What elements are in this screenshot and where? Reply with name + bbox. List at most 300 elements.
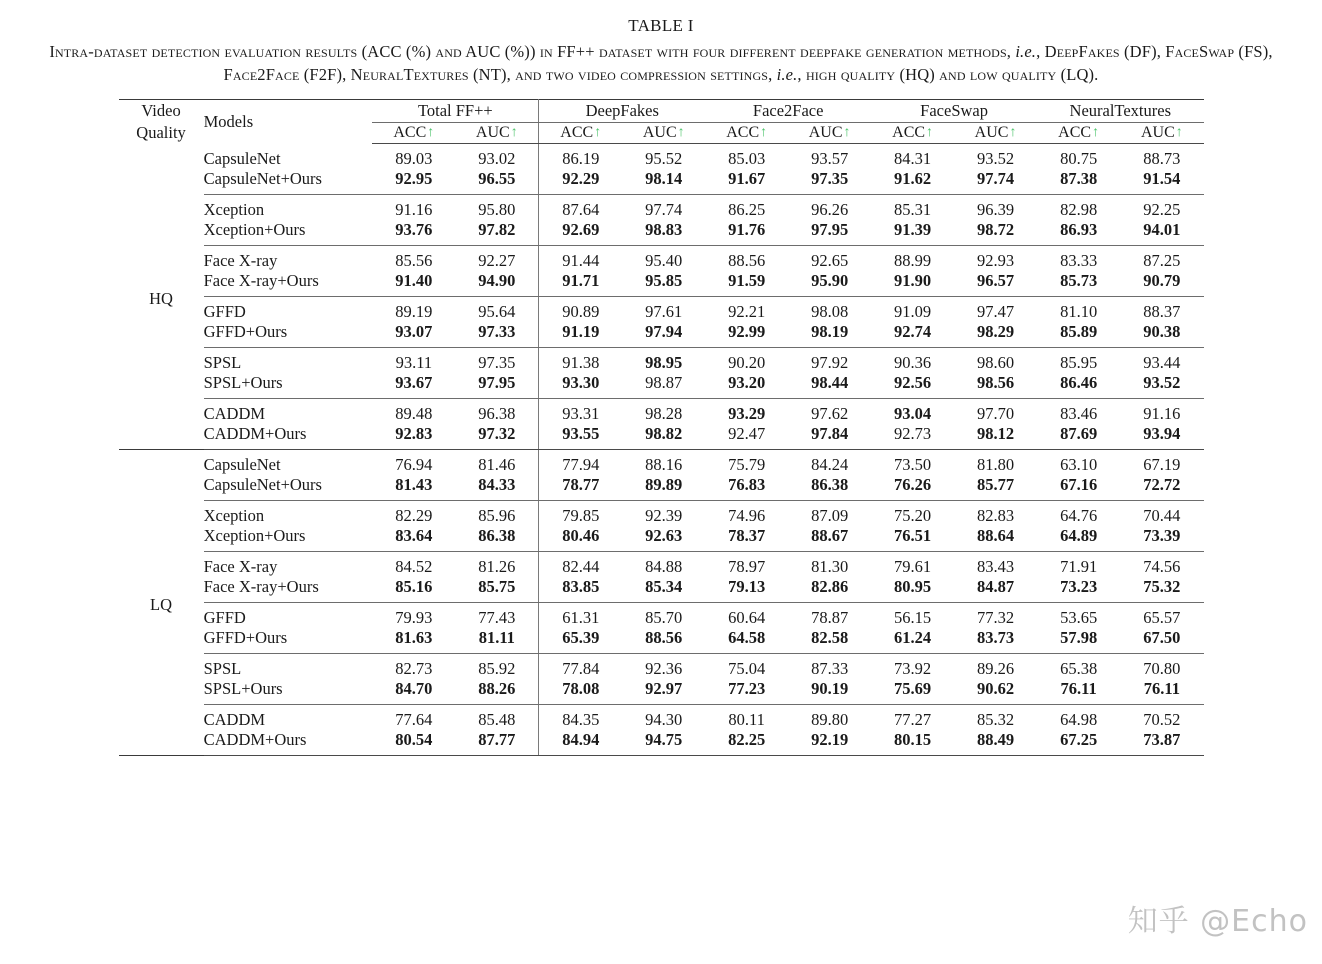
table-row	[119, 271, 1204, 297]
model-name: Xception	[203, 199, 265, 219]
header-metric-f2f-acc	[705, 122, 788, 143]
header-metric-df-acc	[539, 122, 622, 143]
metric-value: 84.33	[455, 475, 538, 501]
header-group-face2face: Face2Face	[705, 99, 871, 122]
metric-value: 86.46	[1037, 373, 1120, 399]
metric-value: 86.25	[728, 199, 766, 219]
header-video-quality-line1: Video	[141, 100, 181, 120]
table-row	[119, 398, 1204, 424]
watermark: 知乎 @Echo	[1127, 904, 1308, 939]
metric-value: 82.83	[977, 505, 1015, 525]
metric-value: 90.19	[788, 679, 871, 705]
metric-value: 95.90	[788, 271, 871, 297]
model-name: CapsuleNet+Ours	[204, 169, 373, 195]
metric-label: ACC	[393, 123, 427, 141]
metric-value: 73.23	[1037, 577, 1120, 603]
metric-value: 84.31	[894, 148, 932, 168]
metric-value: 82.25	[705, 730, 788, 756]
metric-value: 90.36	[894, 352, 932, 372]
metric-value: 98.87	[622, 373, 705, 399]
metric-value: 95.80	[455, 194, 538, 220]
metric-value: 83.64	[372, 526, 455, 552]
up-arrow-icon: ↑	[926, 124, 934, 140]
header-metric-fs-acc	[871, 122, 954, 143]
header-metric-fs-auc	[954, 122, 1037, 143]
metric-value: 91.90	[871, 271, 954, 297]
metric-value: 92.83	[372, 424, 455, 450]
model-name: GFFD	[203, 301, 246, 321]
metric-value: 88.99	[894, 250, 932, 270]
header-metric-total-acc	[372, 122, 455, 143]
model-name: Xception+Ours	[204, 220, 373, 246]
metric-value: 87.77	[455, 730, 538, 756]
metric-value: 76.11	[1037, 679, 1120, 705]
metric-value: 79.61	[894, 556, 932, 576]
metric-value: 73.87	[1120, 730, 1203, 756]
metric-value: 93.11	[395, 352, 433, 372]
metric-value: 80.15	[871, 730, 954, 756]
metric-value: 76.94	[395, 454, 433, 474]
table-row	[119, 628, 1204, 654]
metric-label: ACC	[1058, 123, 1092, 141]
metric-value: 91.16	[395, 199, 433, 219]
model-name: CADDM	[203, 403, 266, 423]
metric-value: 84.24	[811, 454, 849, 474]
table-row	[119, 143, 1204, 169]
header-metric-f2f-auc	[788, 122, 871, 143]
metric-value: 78.08	[539, 679, 622, 705]
metric-value: 85.75	[455, 577, 538, 603]
metric-value: 81.46	[455, 449, 538, 475]
metric-value: 98.83	[622, 220, 705, 246]
metric-value: 96.39	[977, 199, 1015, 219]
metric-value: 97.62	[811, 403, 849, 423]
metric-value: 83.43	[977, 556, 1015, 576]
metric-value: 75.32	[1120, 577, 1203, 603]
metric-value: 89.26	[977, 658, 1015, 678]
model-name: CapsuleNet+Ours	[204, 475, 373, 501]
caption-line-1: Intra-dataset detection evaluation results (ACC (%) and AUC (%)) in FF++ dataset with four different deepfake generation	[49, 42, 944, 61]
metric-value: 98.95	[645, 352, 683, 372]
table-row	[119, 526, 1204, 552]
metric-value: 93.04	[894, 403, 932, 423]
metric-value: 91.76	[705, 220, 788, 246]
metric-value: 67.19	[1143, 454, 1181, 474]
metric-value: 72.72	[1120, 475, 1203, 501]
up-arrow-icon: ↑	[594, 124, 602, 140]
table-row	[119, 500, 1204, 526]
table-row	[119, 704, 1204, 730]
metric-value: 83.33	[1060, 250, 1098, 270]
model-name: GFFD+Ours	[204, 628, 373, 654]
metric-value: 75.20	[894, 505, 932, 525]
metric-value: 70.44	[1143, 505, 1181, 525]
metric-value: 97.94	[622, 322, 705, 348]
metric-value: 97.70	[977, 403, 1015, 423]
metric-value: 97.33	[455, 322, 538, 348]
metric-value: 60.64	[728, 607, 766, 627]
metric-value: 64.89	[1037, 526, 1120, 552]
metric-value: 93.52	[977, 148, 1015, 168]
metric-value: 82.44	[562, 556, 600, 576]
metric-value: 84.52	[395, 556, 433, 576]
metric-value: 92.39	[645, 505, 683, 525]
metric-value: 98.44	[788, 373, 871, 399]
metric-value: 79.85	[562, 505, 600, 525]
metric-value: 65.38	[1060, 658, 1098, 678]
metric-label: AUC	[475, 123, 510, 141]
metric-value: 57.98	[1037, 628, 1120, 654]
metric-value: 81.63	[372, 628, 455, 654]
metric-value: 98.19	[788, 322, 871, 348]
metric-value: 71.91	[1060, 556, 1098, 576]
caption-line-3: quality (HQ) and low quality (LQ).	[840, 65, 1099, 85]
metric-value: 92.69	[539, 220, 622, 246]
table-row	[119, 220, 1204, 246]
metric-value: 85.32	[977, 709, 1015, 729]
metric-value: 97.35	[788, 169, 871, 195]
metric-value: 92.95	[372, 169, 455, 195]
metric-value: 67.50	[1120, 628, 1203, 654]
metric-value: 98.56	[954, 373, 1037, 399]
metric-label: AUC	[808, 123, 843, 141]
metric-value: 77.32	[977, 607, 1015, 627]
table-row	[119, 245, 1204, 271]
metric-value: 96.38	[455, 398, 538, 424]
metric-value: 82.58	[788, 628, 871, 654]
metric-value: 73.92	[894, 658, 932, 678]
metric-value: 97.95	[788, 220, 871, 246]
metric-value: 81.11	[455, 628, 538, 654]
metric-value: 87.64	[562, 199, 600, 219]
metric-value: 64.58	[705, 628, 788, 654]
metric-value: 88.16	[645, 454, 683, 474]
metric-value: 87.69	[1037, 424, 1120, 450]
up-arrow-icon: ↑	[427, 124, 435, 140]
table-row	[119, 194, 1204, 220]
metric-value: 61.24	[871, 628, 954, 654]
table-row	[119, 169, 1204, 195]
metric-value: 80.11	[728, 709, 765, 729]
model-name: Xception	[203, 505, 265, 525]
metric-value: 91.09	[894, 301, 932, 321]
metric-value: 85.03	[728, 148, 766, 168]
table-row	[119, 653, 1204, 679]
metric-value: 93.30	[539, 373, 622, 399]
metric-value: 85.48	[455, 704, 538, 730]
metric-value: 81.43	[372, 475, 455, 501]
header-video-quality	[119, 99, 204, 143]
header-group-neuraltextures: NeuralTextures	[1037, 99, 1203, 122]
metric-value: 98.72	[954, 220, 1037, 246]
metric-value: 73.50	[894, 454, 932, 474]
metric-value: 90.38	[1120, 322, 1203, 348]
metric-value: 81.30	[811, 556, 849, 576]
metric-value: 93.29	[728, 403, 766, 423]
metric-value: 97.47	[977, 301, 1015, 321]
up-arrow-icon: ↑	[1092, 124, 1100, 140]
metric-value: 93.31	[562, 403, 600, 423]
metric-value: 84.70	[372, 679, 455, 705]
metric-value: 77.23	[705, 679, 788, 705]
metric-value: 97.74	[645, 199, 683, 219]
metric-value: 75.79	[728, 454, 766, 474]
metric-value: 88.26	[455, 679, 538, 705]
metric-value: 83.85	[539, 577, 622, 603]
metric-value: 92.47	[705, 424, 788, 450]
metric-value: 83.46	[1060, 403, 1098, 423]
header-models: Models	[204, 99, 373, 143]
metric-value: 85.56	[395, 250, 433, 270]
header-group-total-ffpp: Total FF++	[372, 99, 538, 122]
model-name: Face X-ray+Ours	[204, 577, 373, 603]
metric-value: 77.43	[455, 602, 538, 628]
model-name: Face X-ray	[203, 556, 278, 576]
model-name: SPSL	[203, 658, 242, 678]
table-row	[119, 449, 1204, 475]
up-arrow-icon: ↑	[677, 124, 685, 140]
metric-value: 91.16	[1143, 403, 1181, 423]
metric-value: 76.51	[871, 526, 954, 552]
metric-value: 67.16	[1037, 475, 1120, 501]
metric-value: 94.01	[1120, 220, 1203, 246]
metric-value: 94.90	[455, 271, 538, 297]
metric-value: 81.10	[1060, 301, 1098, 321]
metric-value: 91.39	[871, 220, 954, 246]
caption-line-2a: methods,	[947, 42, 1016, 61]
metric-value: 90.79	[1120, 271, 1203, 297]
table-row	[119, 296, 1204, 322]
metric-value: 92.74	[871, 322, 954, 348]
metric-value: 82.86	[788, 577, 871, 603]
metric-label: ACC	[726, 123, 760, 141]
metric-value: 88.49	[954, 730, 1037, 756]
metric-value: 56.15	[894, 607, 932, 627]
header-metric-total-auc	[455, 122, 538, 143]
metric-label: AUC	[974, 123, 1009, 141]
metric-value: 95.40	[645, 250, 683, 270]
metric-value: 91.19	[539, 322, 622, 348]
metric-value: 74.96	[728, 505, 766, 525]
metric-value: 90.20	[728, 352, 766, 372]
metric-value: 76.83	[705, 475, 788, 501]
metric-value: 85.34	[622, 577, 705, 603]
metric-value: 82.98	[1060, 199, 1098, 219]
metric-value: 92.21	[728, 301, 766, 321]
metric-value: 85.92	[455, 653, 538, 679]
metric-value: 97.61	[645, 301, 683, 321]
metric-value: 82.73	[395, 658, 433, 678]
video-quality-hq: HQ	[119, 143, 204, 449]
metric-value: 95.85	[622, 271, 705, 297]
metric-value: 93.52	[1120, 373, 1203, 399]
metric-value: 96.26	[811, 199, 849, 219]
metric-value: 92.25	[1143, 199, 1181, 219]
metric-value: 90.62	[954, 679, 1037, 705]
metric-value: 90.89	[562, 301, 600, 321]
metric-value: 97.74	[954, 169, 1037, 195]
metric-value: 93.67	[372, 373, 455, 399]
metric-value: 80.54	[372, 730, 455, 756]
results-table	[119, 99, 1204, 756]
metric-value: 86.38	[455, 526, 538, 552]
metric-value: 89.19	[395, 301, 433, 321]
metric-value: 88.56	[622, 628, 705, 654]
metric-value: 86.38	[788, 475, 871, 501]
caption-line-2c: , high	[797, 65, 837, 85]
metric-value: 93.76	[372, 220, 455, 246]
metric-value: 87.09	[811, 505, 849, 525]
metric-value: 85.77	[954, 475, 1037, 501]
metric-value: 98.14	[622, 169, 705, 195]
metric-value: 94.30	[645, 709, 683, 729]
metric-value: 98.82	[622, 424, 705, 450]
table-row	[119, 730, 1204, 756]
metric-value: 79.13	[705, 577, 788, 603]
metric-value: 95.52	[645, 148, 683, 168]
metric-value: 96.57	[954, 271, 1037, 297]
metric-value: 76.11	[1120, 679, 1203, 705]
model-name: CapsuleNet	[203, 454, 281, 474]
metric-value: 76.26	[871, 475, 954, 501]
model-name: SPSL+Ours	[204, 679, 373, 705]
header-group-row	[119, 99, 1204, 122]
metric-value: 78.77	[539, 475, 622, 501]
metric-value: 93.20	[705, 373, 788, 399]
metric-value: 87.38	[1037, 169, 1120, 195]
metric-value: 92.97	[622, 679, 705, 705]
metric-value: 94.75	[622, 730, 705, 756]
metric-value: 92.19	[788, 730, 871, 756]
metric-value: 87.33	[811, 658, 849, 678]
metric-value: 65.39	[539, 628, 622, 654]
table-header	[119, 99, 1204, 143]
metric-value: 98.28	[645, 403, 683, 423]
table-number: TABLE I	[628, 16, 694, 35]
model-name: SPSL+Ours	[204, 373, 373, 399]
metric-value: 92.27	[455, 245, 538, 271]
metric-value: 85.31	[894, 199, 932, 219]
metric-value: 92.63	[622, 526, 705, 552]
metric-value: 88.56	[728, 250, 766, 270]
metric-value: 85.16	[372, 577, 455, 603]
header-video-quality-line2: Quality	[136, 122, 186, 142]
metric-value: 77.64	[395, 709, 433, 729]
metric-value: 53.65	[1060, 607, 1098, 627]
metric-value: 92.29	[539, 169, 622, 195]
metric-value: 88.64	[954, 526, 1037, 552]
metric-value: 85.96	[455, 500, 538, 526]
metric-value: 61.31	[562, 607, 600, 627]
metric-value: 85.70	[645, 607, 683, 627]
metric-value: 77.27	[894, 709, 932, 729]
metric-value: 97.92	[811, 352, 849, 372]
metric-label: AUC	[642, 123, 677, 141]
model-name: CADDM+Ours	[204, 424, 373, 450]
up-arrow-icon: ↑	[1009, 124, 1017, 140]
metric-label: AUC	[1140, 123, 1175, 141]
header-group-faceswap: FaceSwap	[871, 99, 1037, 122]
model-name: GFFD	[203, 607, 246, 627]
metric-value: 93.55	[539, 424, 622, 450]
metric-value: 93.94	[1120, 424, 1203, 450]
metric-value: 80.75	[1060, 148, 1098, 168]
metric-value: 81.80	[977, 454, 1015, 474]
metric-value: 64.76	[1060, 505, 1098, 525]
metric-value: 70.52	[1143, 709, 1181, 729]
metric-value: 92.73	[871, 424, 954, 450]
metric-value: 93.57	[811, 148, 849, 168]
metric-value: 93.44	[1143, 352, 1181, 372]
metric-value: 96.55	[455, 169, 538, 195]
header-metric-df-auc	[622, 122, 705, 143]
metric-value: 97.82	[455, 220, 538, 246]
caption-line-2b: , DeepFakes (DF), FaceSwap (FS), Face2Face (F2F), NeuralTextures (NT), and two video compression settings,	[223, 42, 1273, 85]
metric-value: 65.57	[1143, 607, 1181, 627]
metric-value: 67.25	[1037, 730, 1120, 756]
metric-value: 88.67	[788, 526, 871, 552]
metric-value: 85.89	[1037, 322, 1120, 348]
metric-value: 63.10	[1060, 454, 1098, 474]
metric-value: 89.89	[622, 475, 705, 501]
model-name: Face X-ray	[203, 250, 278, 270]
model-name: Face X-ray+Ours	[204, 271, 373, 297]
table-row	[119, 322, 1204, 348]
up-arrow-icon: ↑	[510, 124, 518, 140]
metric-value: 89.48	[395, 403, 433, 423]
up-arrow-icon: ↑	[843, 124, 851, 140]
metric-value: 64.98	[1060, 709, 1098, 729]
metric-value: 98.29	[954, 322, 1037, 348]
metric-value: 98.12	[954, 424, 1037, 450]
metric-value: 97.32	[455, 424, 538, 450]
metric-value: 91.71	[539, 271, 622, 297]
metric-value: 81.26	[455, 551, 538, 577]
metric-value: 91.40	[372, 271, 455, 297]
metric-value: 92.56	[871, 373, 954, 399]
metric-value: 91.54	[1120, 169, 1203, 195]
metric-value: 91.44	[562, 250, 600, 270]
table-body	[119, 143, 1204, 755]
metric-value: 83.73	[954, 628, 1037, 654]
header-metric-nt-auc	[1120, 122, 1203, 143]
metric-value: 78.37	[705, 526, 788, 552]
header-metric-nt-acc	[1037, 122, 1120, 143]
metric-value: 80.95	[871, 577, 954, 603]
metric-value: 93.07	[372, 322, 455, 348]
metric-value: 70.80	[1143, 658, 1181, 678]
metric-value: 88.37	[1143, 301, 1181, 321]
metric-value: 92.93	[977, 250, 1015, 270]
up-arrow-icon: ↑	[760, 124, 768, 140]
table-row	[119, 602, 1204, 628]
metric-value: 80.46	[539, 526, 622, 552]
metric-value: 73.39	[1120, 526, 1203, 552]
metric-value: 86.19	[562, 148, 600, 168]
model-name: CADDM+Ours	[204, 730, 373, 756]
metric-value: 79.93	[395, 607, 433, 627]
metric-value: 77.84	[562, 658, 600, 678]
caption-italic-2: i.e.	[776, 65, 798, 85]
model-name: GFFD+Ours	[204, 322, 373, 348]
caption-italic-1: i.e.	[1015, 42, 1037, 61]
metric-value: 85.73	[1037, 271, 1120, 297]
metric-value: 97.35	[455, 347, 538, 373]
table-row	[119, 679, 1204, 705]
metric-value: 97.95	[455, 373, 538, 399]
metric-value: 84.94	[539, 730, 622, 756]
metric-value: 82.29	[395, 505, 433, 525]
